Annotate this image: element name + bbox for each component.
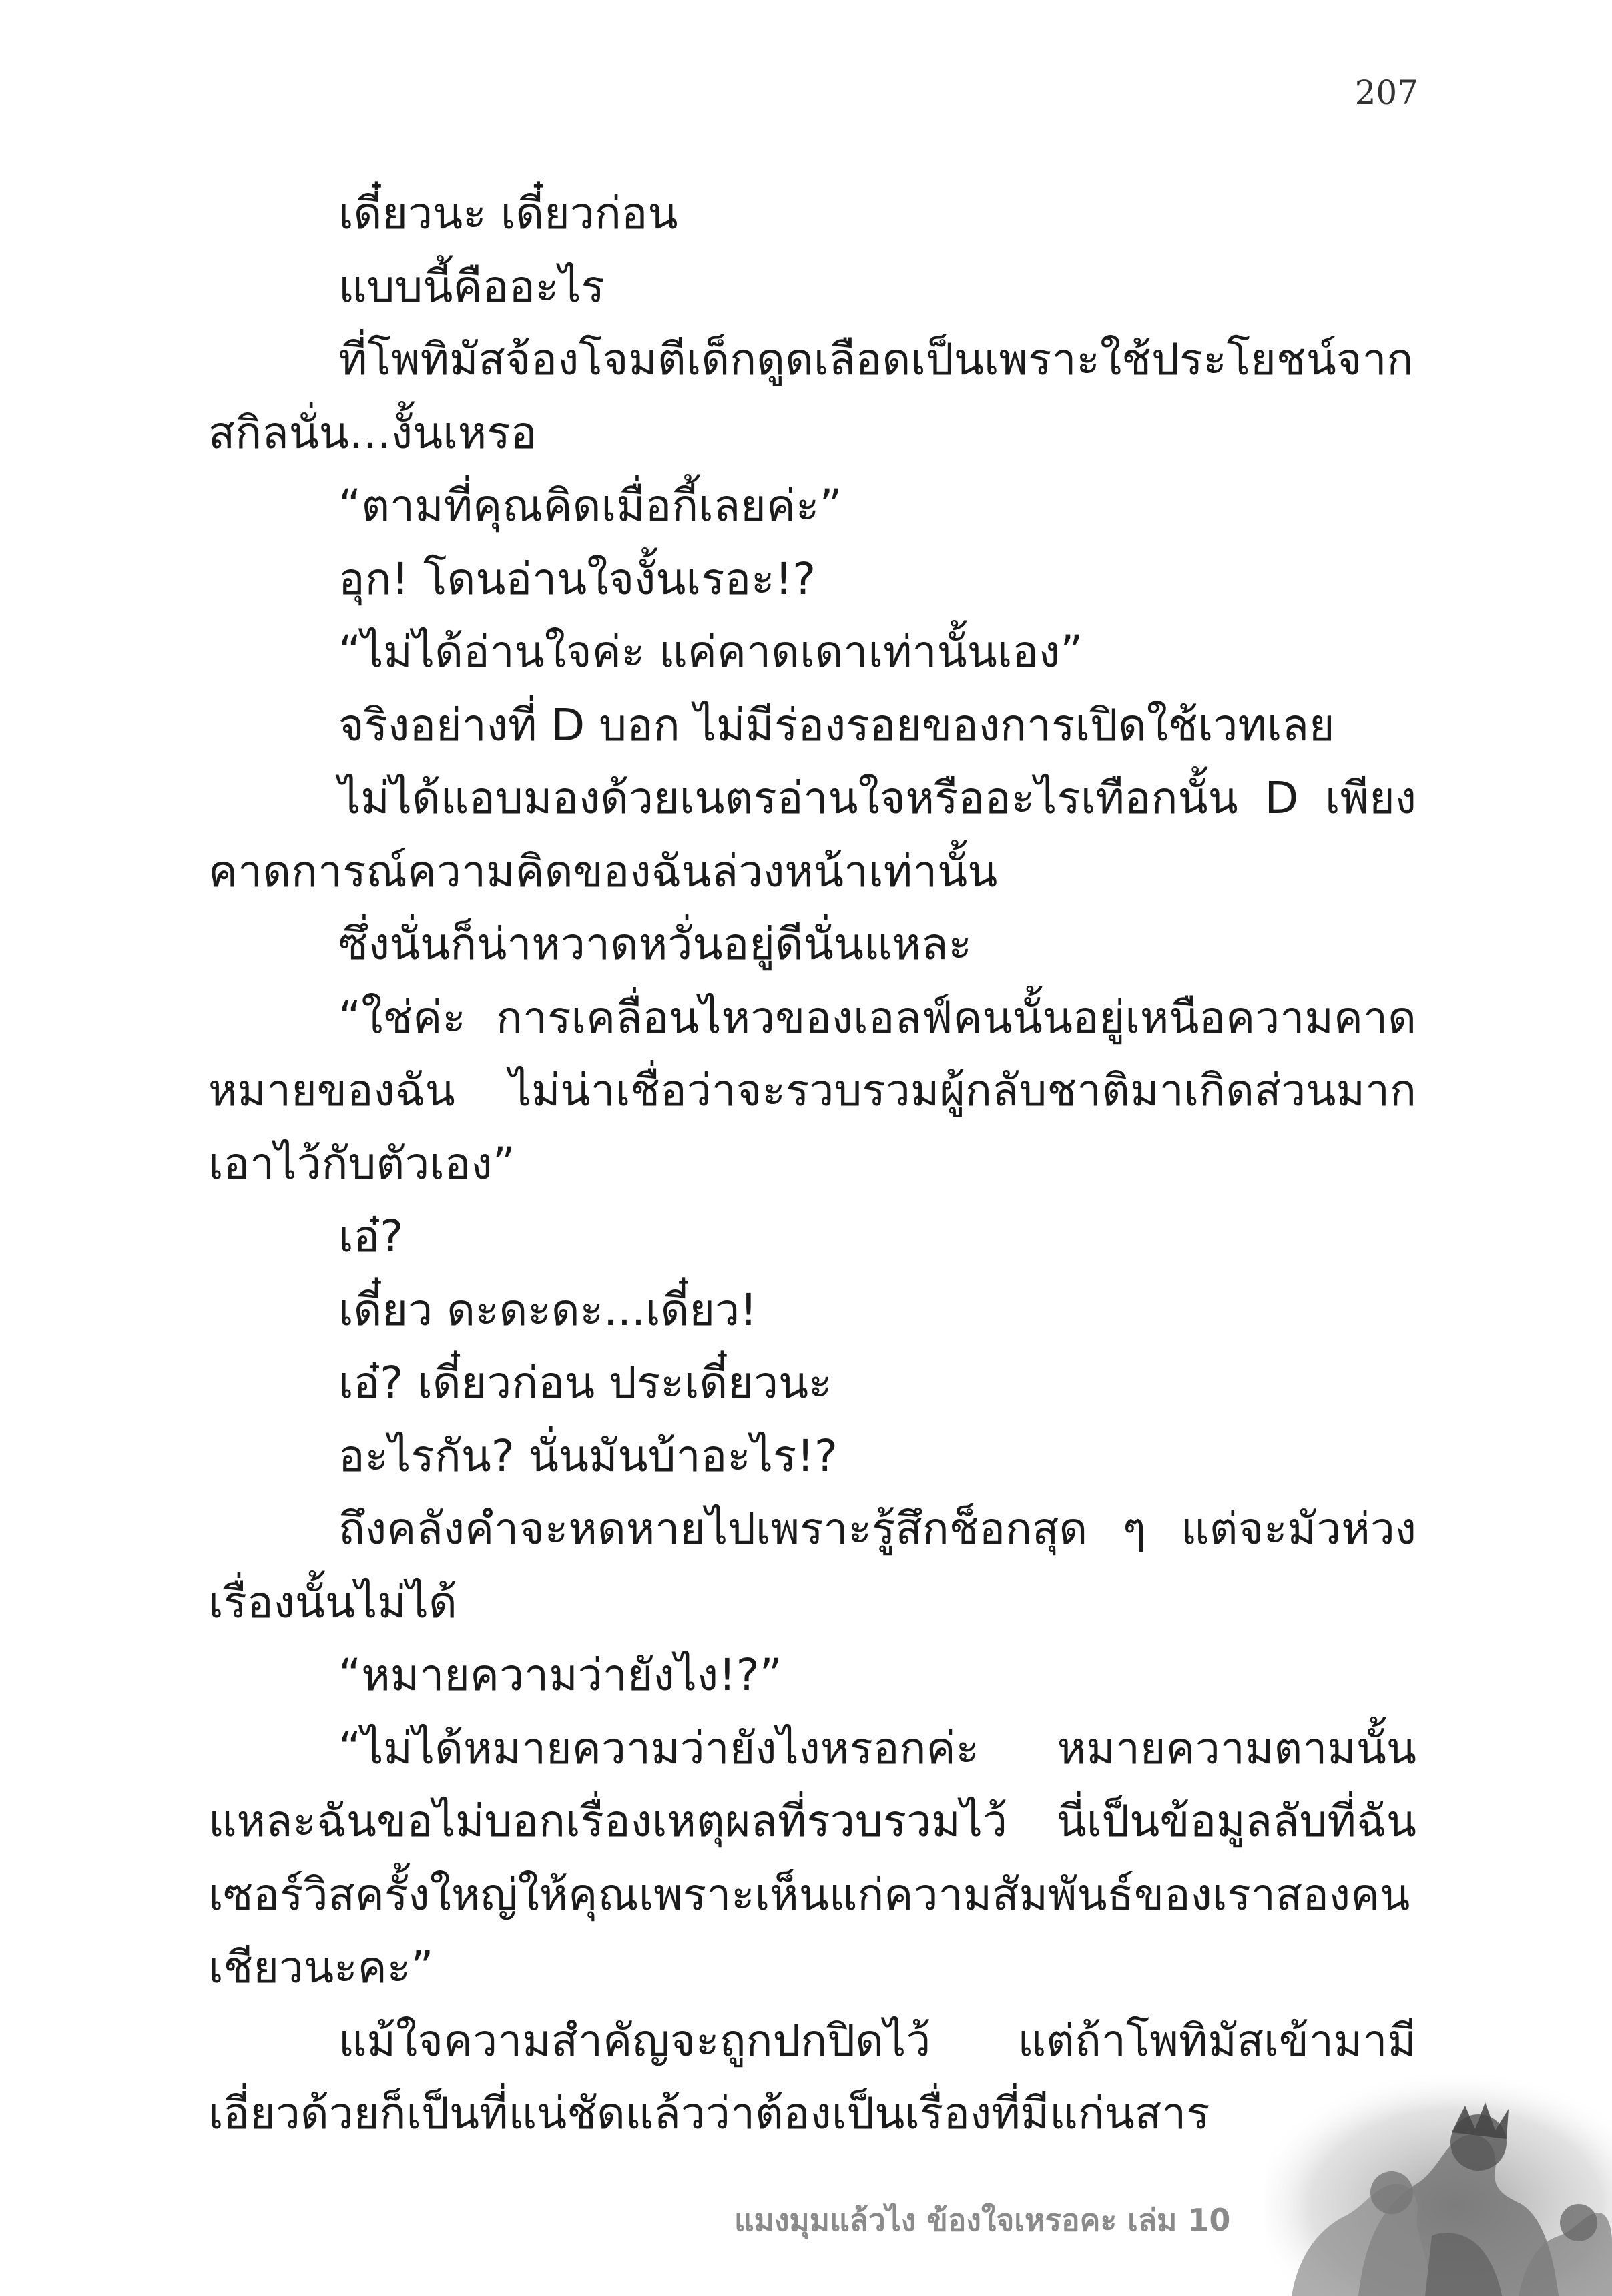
paragraph: ซึ่งนั่นก็น่าหวาดหวั่นอยู่ดีนั่นแหละ bbox=[338, 918, 972, 970]
paragraph: “ตามที่คุณคิดเมื่อกี้เลยค่ะ” bbox=[338, 480, 842, 531]
paragraph: “ไม่ได้หมายความว่ายังไงหรอกค่ะ หมายความตามนั้นแหละฉันขอไม่บอกเรื่องเหตุผลที่รวบรวมไว้ นี่เป็นข้อมูลลับที่ฉันเซอร์วิสครั้งใหญ่ให้คุณเพราะเห็นแก่ความสัมพันธ์ของเราสองคนเชียวนะคะ” bbox=[208, 1722, 1416, 1993]
paragraph: เอ๋? เดี๋ยวก่อน ประเดี๋ยวนะ bbox=[338, 1357, 832, 1408]
paragraph: อะไรกัน? นั่นมันบ้าอะไร!? bbox=[338, 1430, 838, 1482]
paragraph: เดี๋ยวนะ เดี๋ยวก่อน bbox=[338, 188, 678, 239]
paragraph: ไม่ได้แอบมองด้วยเนตรอ่านใจหรืออะไรเทือกนั้น D เพียงคาดการณ์ความคิดของฉันล่วงหน้าเท่านั้น bbox=[208, 772, 1416, 897]
paragraph: เดี๋ยว ดะดะดะ...เดี๋ยว! bbox=[338, 1283, 758, 1336]
book-title: แมงมุมแล้วไง ข้องใจเหรอคะ เล่ม 10 bbox=[734, 2202, 1231, 2238]
paragraph: อุก! โดนอ่านใจงั้นเรอะ!? bbox=[338, 553, 816, 605]
paragraph: แบบนี้คืออะไร bbox=[338, 260, 605, 312]
paragraph: ที่โพทิมัสจ้องโจมตีเด็กดูดเลือดเป็นเพราะใช้ประโยชน์จากสกิลนั่น...งั้นเหรอ bbox=[208, 334, 1414, 459]
body-text bbox=[208, 177, 1416, 2150]
page-number: 207 bbox=[1354, 73, 1418, 112]
paragraph: เอ๋? bbox=[338, 1211, 404, 1262]
paragraph: “หมายความว่ายังไง!?” bbox=[338, 1649, 782, 1701]
paragraph: จริงอย่างที่ D บอก ไม่มีร่องรอยของการเปิดใช้เวทเลย bbox=[338, 699, 1335, 751]
paragraph: ถึงคลังคำจะหดหายไปเพราะรู้สึกช็อกสุด ๆ แต่จะมัวห่วงเรื่องนั้นไม่ได้ bbox=[208, 1503, 1416, 1628]
paragraph: แม้ใจความสำคัญจะถูกปกปิดไว้ แต่ถ้าโพทิมัสเข้ามามีเอี่ยวด้วยก็เป็นที่แน่ชัดแล้วว่าต้องเป็นเรื่องที่มีแก่นสาร bbox=[208, 2014, 1416, 2139]
paragraph: “ไม่ได้อ่านใจค่ะ แค่คาดเดาเท่านั้นเอง” bbox=[338, 626, 1083, 677]
paragraph: “ใช่ค่ะ การเคลื่อนไหวของเอลฟ์คนนั้นอยู่เหนือความคาดหมายของฉัน ไม่น่าเชื่อว่าจะรวบรวมผู้กลับชาติมาเกิดส่วนมากเอาไว้กับตัวเอง” bbox=[208, 991, 1416, 1189]
page-footer bbox=[0, 2069, 1612, 2296]
character-illustration bbox=[1265, 2069, 1612, 2296]
